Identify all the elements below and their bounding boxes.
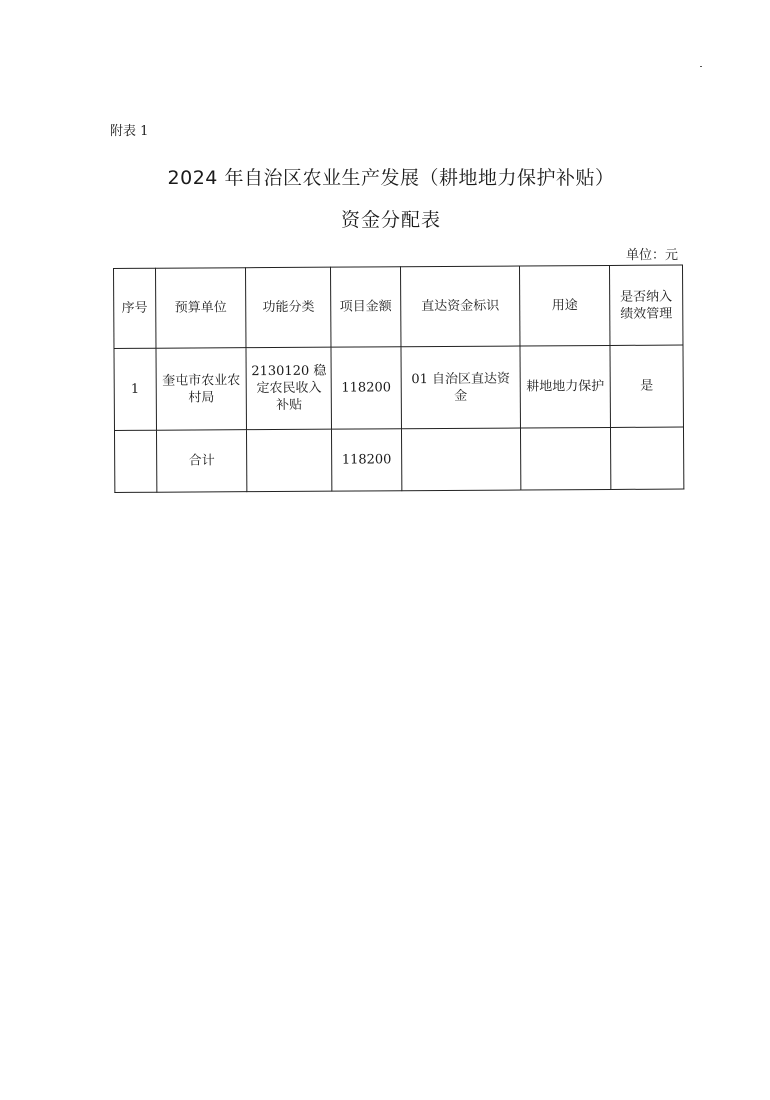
total-purpose (521, 427, 611, 490)
cell-performance: 是 (610, 345, 684, 427)
cell-function-class: 2130120 稳定农民收入补贴 (246, 347, 331, 430)
header-purpose: 用途 (520, 265, 610, 346)
table-row (114, 345, 683, 430)
allocation-table (113, 265, 684, 493)
header-direct-fund-mark: 直达资金标识 (400, 266, 520, 347)
total-seq (114, 430, 156, 492)
total-performance (610, 427, 683, 489)
table-header-row (114, 265, 683, 348)
total-label: 合计 (156, 430, 247, 493)
cell-seq: 1 (114, 348, 156, 430)
table-total-row (114, 427, 683, 492)
cell-budget-unit: 奎屯市农业农村局 (156, 348, 247, 431)
header-performance: 是否纳入绩效管理 (609, 265, 683, 345)
header-function-class: 功能分类 (246, 267, 331, 348)
total-direct-fund-mark (401, 428, 521, 491)
header-budget-unit: 预算单位 (155, 268, 246, 349)
scan-speck (700, 66, 702, 67)
total-function-class (247, 429, 332, 492)
document-subtitle: 资金分配表 (340, 209, 441, 231)
cell-purpose: 耕地地力保护 (520, 345, 610, 428)
header-seq: 序号 (114, 268, 156, 348)
cell-amount: 118200 (331, 347, 401, 429)
unit-label: 单位：元 (625, 248, 678, 263)
attachment-label: 附表 1 (110, 124, 149, 139)
total-amount: 118200 (332, 429, 402, 491)
cell-direct-fund-mark: 01 自治区直达资金 (401, 346, 521, 429)
header-amount: 项目金额 (331, 267, 401, 347)
document-title: 2024 年自治区农业生产发展（耕地地力保护补贴） (167, 167, 615, 189)
